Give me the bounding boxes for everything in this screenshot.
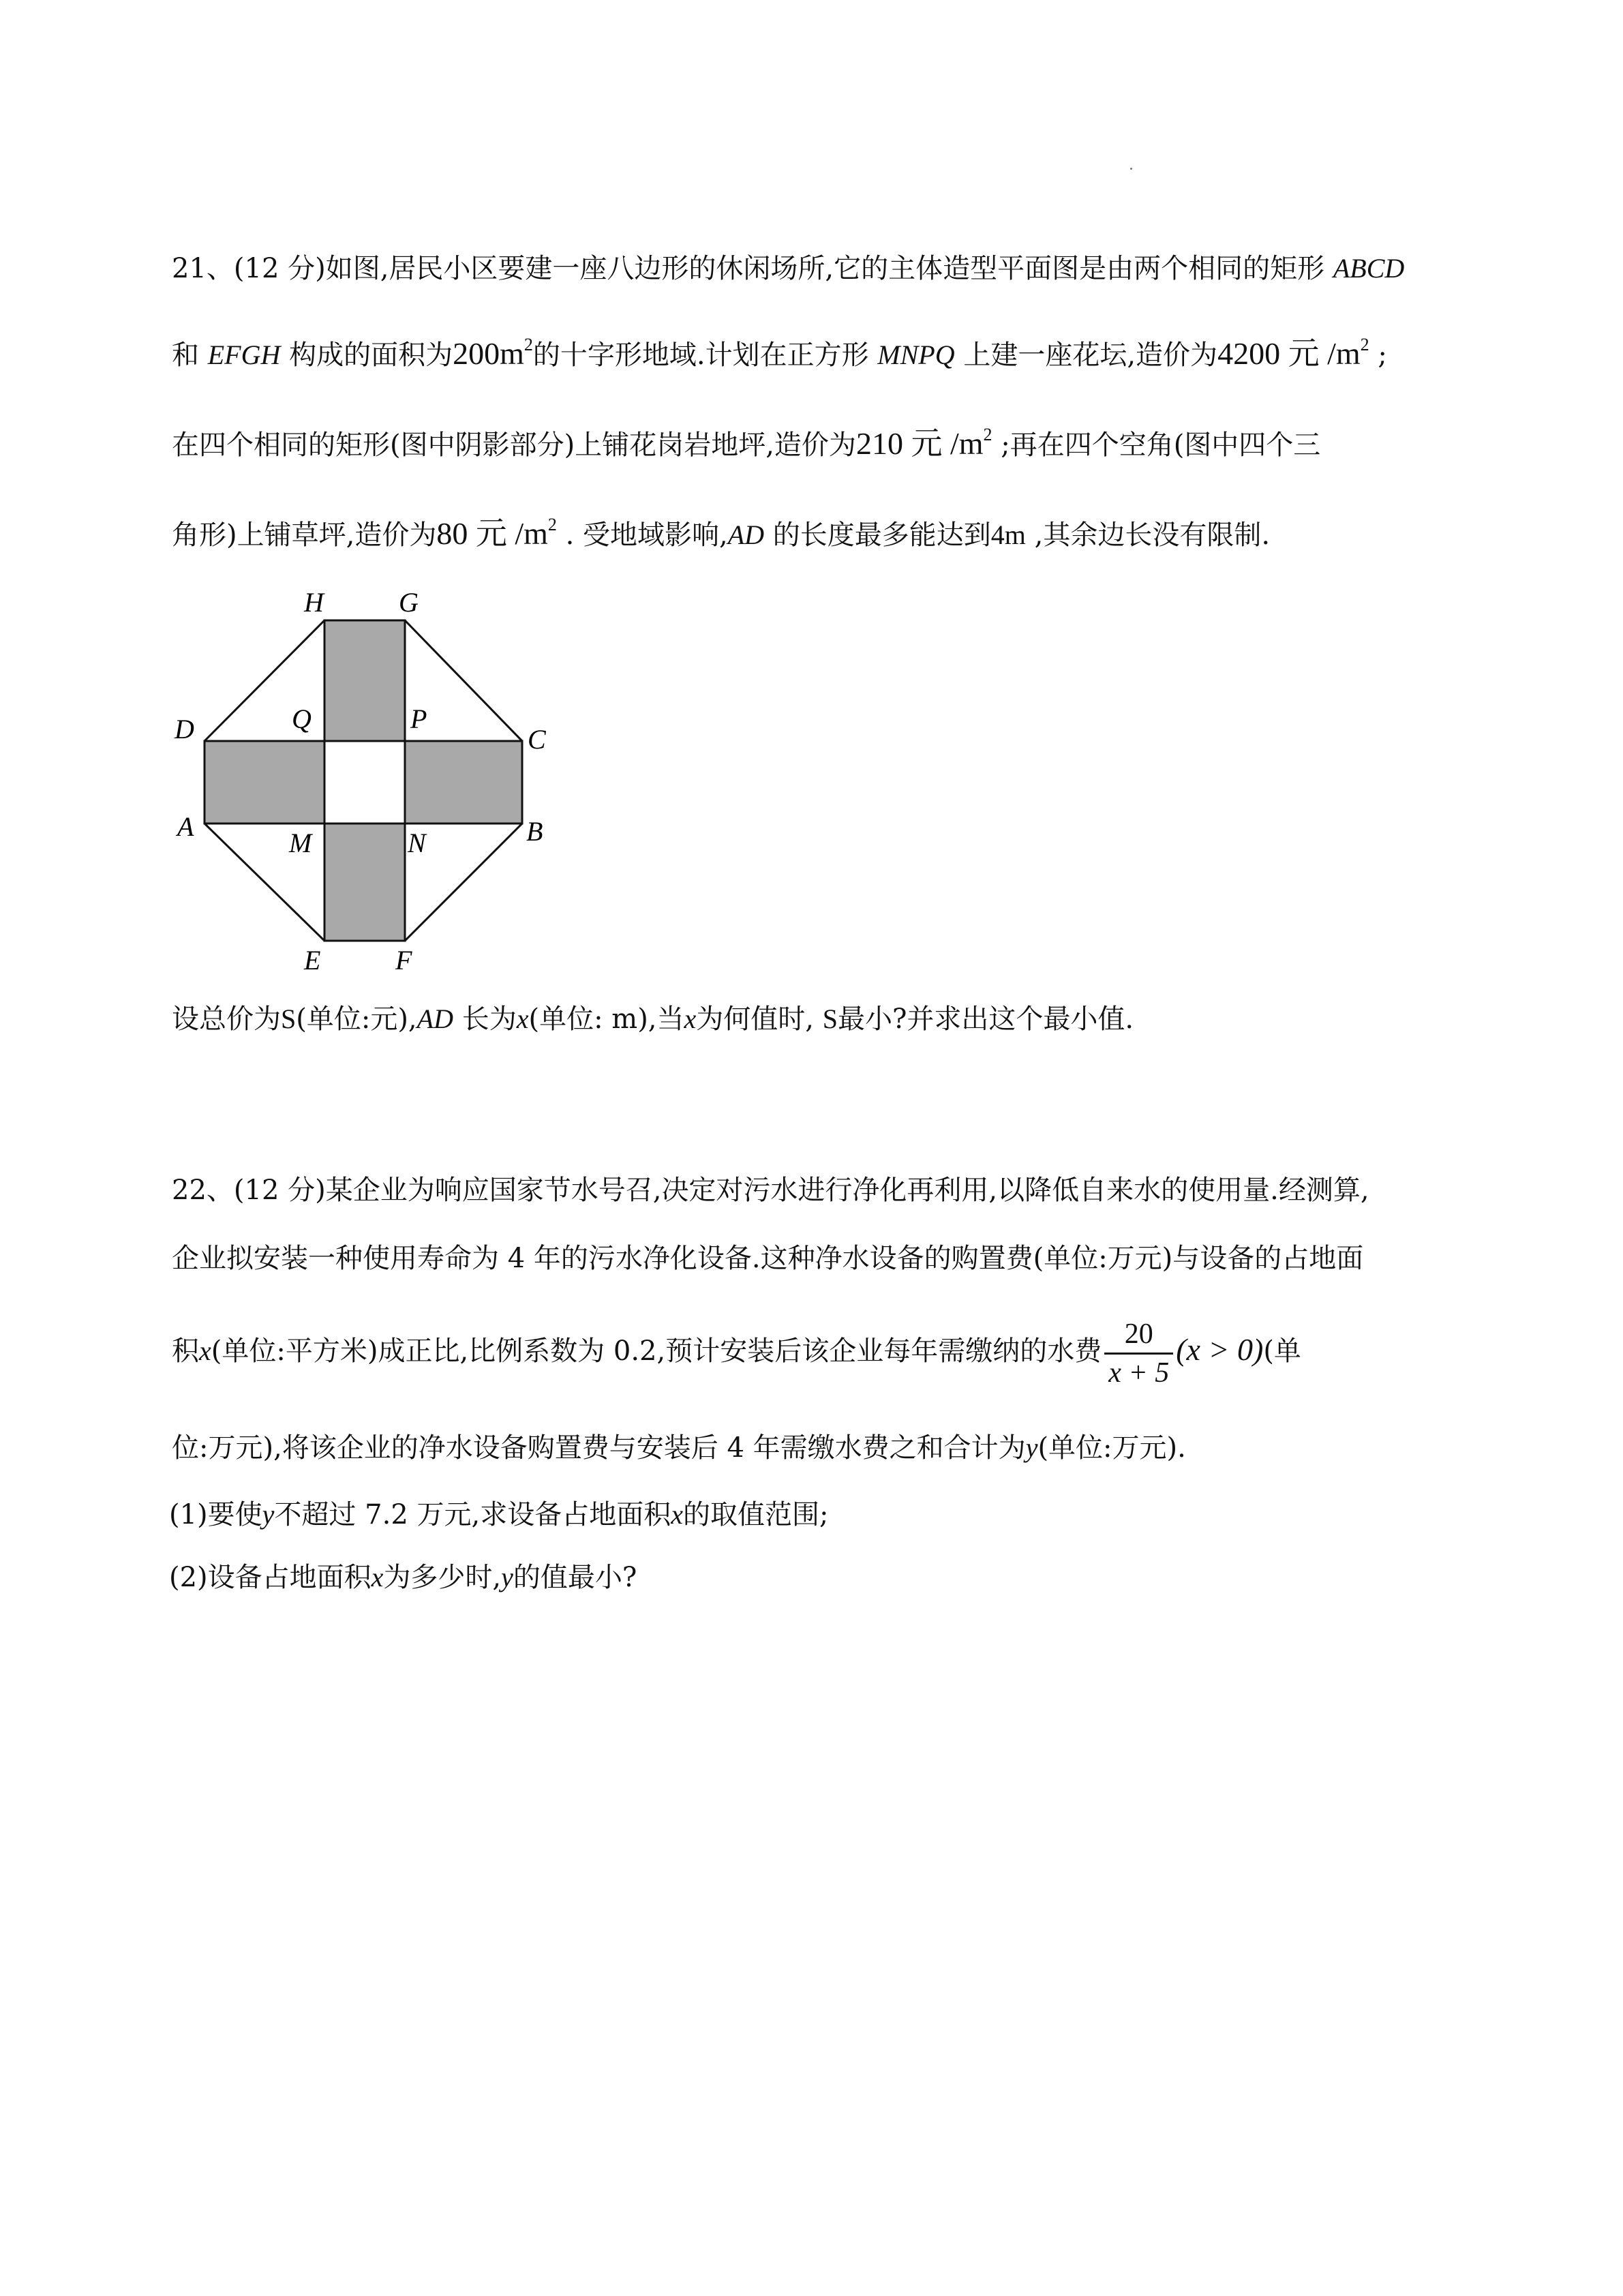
q21-line-4: 角形)上铺草坪,造价为80 元 $/m^2$ . 受地域影响,AD 的长度最多能达到4m ,其余边长没有限制. [172, 515, 1271, 551]
q22-line-4: 位:万元),将该企业的净水设备购置费与安装后 4 年需缴水费之和合计为y(单位:万元). [172, 1432, 1186, 1464]
q22-part-2: (2)设备占地面积x为多少时,y的值最小? [169, 1562, 637, 1593]
q22-line-1: 22、(12 分)某企业为响应国家节水号召,决定对污水进行净化再利用,以降低自来水的使用量.经测算, [172, 1175, 1369, 1206]
stray-dot [1130, 168, 1132, 170]
q21-question: 设总价为S(单位:元),AD 长为x(单位: m),当x为何值时, S最小?并求出这个最小值. [172, 1003, 1134, 1035]
label-H: H [304, 587, 324, 618]
label-C: C [528, 724, 546, 755]
label-E: E [304, 945, 321, 976]
q22-line-3: 积x(单位:平方米)成正比,比例系数为 0.2,预计安装后该企业每年需缴纳的水费 $\frac{20}{x + 5}$ (x > 0)(单 [172, 1309, 1301, 1392]
q21-line-2: 和 EFGH 构成的面积为$200m^2$的十字形地域.计划在正方形 MNPQ 上建一座花坛,造价为4200 元 $/m^2$ ; [172, 335, 1387, 371]
square-mnpq [324, 741, 405, 824]
label-N: N [408, 828, 426, 858]
label-G: G [399, 587, 419, 618]
q21-line-3: 在四个相同的矩形(图中阴影部分)上铺花岗岩地坪,造价为210 元 $/m^2$ ;再在四个空角(图中四个三 [172, 425, 1321, 461]
label-D: D [175, 714, 194, 744]
water-fee-fraction: $\frac{20}{x + 5}$ [1104, 1316, 1173, 1391]
label-F: F [395, 945, 412, 976]
q22-line-2: 企业拟安装一种使用寿命为 4 年的污水净化设备.这种净水设备的购置费(单位:万元)与设备的占地面 [172, 1243, 1364, 1274]
octagon-cross-figure [157, 573, 593, 982]
label-A: A [177, 811, 194, 842]
q22-part-1: (1)要使y不超过 7.2 万元,求设备占地面积x的取值范围; [169, 1499, 829, 1530]
label-P: P [410, 704, 427, 734]
q21-line-1: 21、(12 分)如图,居民小区要建一座八边形的休闲场所,它的主体造型平面图是由两个相同的矩形 ABCD [172, 253, 1405, 284]
label-M: M [289, 828, 312, 858]
label-Q: Q [292, 704, 312, 734]
figure-geometry [174, 587, 547, 976]
label-B: B [526, 816, 543, 847]
